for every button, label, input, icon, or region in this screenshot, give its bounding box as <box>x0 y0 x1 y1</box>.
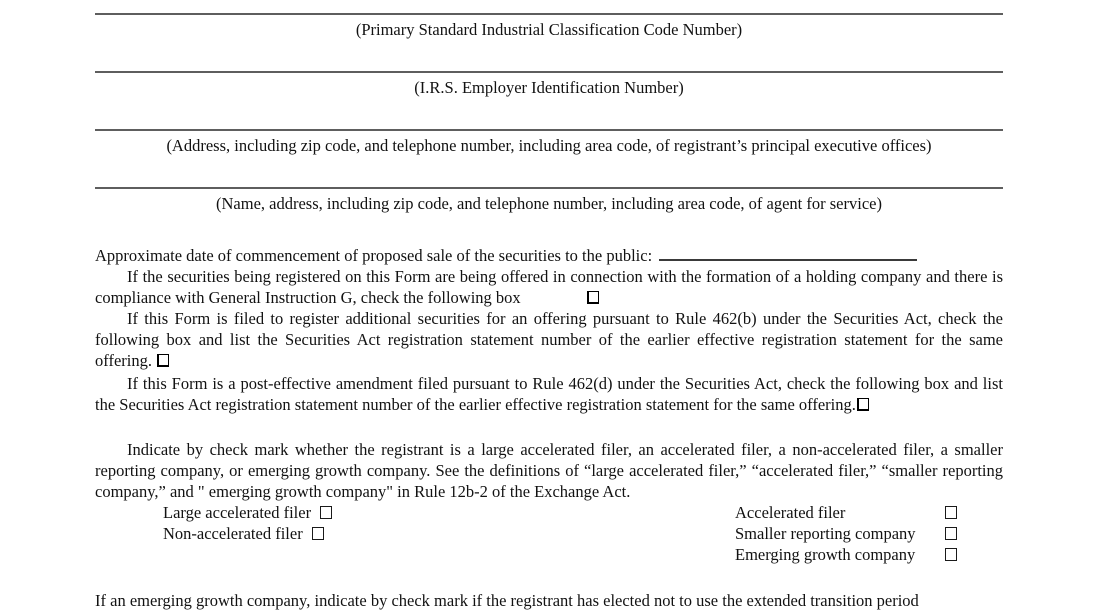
emerging-growth-company-checkbox[interactable] <box>945 548 957 561</box>
filer-cell-non-accelerated <box>95 523 708 544</box>
sic-code-caption: (Primary Standard Industrial Classification Code Number) <box>355 20 743 39</box>
holding-company-text: If the securities being registered on this Form are being offered in connection with the formation of a holding company and there is compliance with General Instruction G, check the following box <box>95 267 1003 307</box>
rule-462b-checkbox[interactable] <box>157 354 169 367</box>
agent-for-service-caption: (Name, address, including zip code, and telephone number, including area code, of agent for service) <box>216 194 882 213</box>
filer-row-2 <box>95 523 1003 544</box>
field-sic-code <box>95 13 1003 40</box>
filer-row-3 <box>95 544 1003 565</box>
irs-ein-caption: (I.R.S. Employer Identification Number) <box>414 78 684 97</box>
approx-date-paragraph <box>95 245 1003 266</box>
indicate-filer-paragraph: Indicate by check mark whether the registrant is a large accelerated filer, an accelerated filer, a non-accelerated filer, a smaller reporting company, or emerging growth company. See the definitions of “large accelerated filer,” “accelerated filer,” “smaller reporting company,” and " emerging growth company" in Rule 12b-2 of the Exchange Act. <box>95 440 1003 501</box>
filer-status-table <box>95 502 1003 565</box>
non-accelerated-filer-label: Non-accelerated filer <box>163 524 303 543</box>
rule-462d-paragraph <box>95 373 1003 415</box>
field-irs-ein <box>95 71 1003 98</box>
rule-462b-text: If this Form is filed to register additional securities for an offering pursuant to Rule 462(b) under the Securities Act, check the following box and list the Securities Act registration statement number of the earlier effective registration statement for the same offering. <box>95 309 1003 370</box>
rule-462b-paragraph <box>95 308 1003 371</box>
filer-cell-smaller-reporting <box>735 523 957 544</box>
emerging-growth-company-label: Emerging growth company <box>735 545 916 564</box>
approx-date-label: Approximate date of commencement of proposed sale of the securities to the public: <box>95 246 653 265</box>
smaller-reporting-company-label: Smaller reporting company <box>735 524 916 543</box>
field-principal-offices-address <box>95 129 1003 156</box>
rule-462d-checkbox[interactable] <box>857 398 869 411</box>
filer-cell-large-accelerated <box>95 502 708 523</box>
smaller-reporting-company-checkbox[interactable] <box>945 527 957 540</box>
non-accelerated-filer-checkbox[interactable] <box>312 527 324 540</box>
holding-company-checkbox[interactable] <box>587 291 599 304</box>
filer-row-1 <box>95 502 1003 523</box>
large-accelerated-filer-checkbox[interactable] <box>320 506 332 519</box>
principal-offices-caption: (Address, including zip code, and telephone number, including area code, of registrant’s principal executive offices) <box>166 136 932 155</box>
filer-cell-accelerated <box>735 502 957 523</box>
rule-462d-text: If this Form is a post-effective amendment filed pursuant to Rule 462(d) under the Securities Act, check the following box and list the Securities Act registration statement number of the earlier effective registration statement for the same offering. <box>95 374 1003 414</box>
emerging-growth-paragraph: If an emerging growth company, indicate by check mark if the registrant has elected not to use the extended transition period <box>95 591 919 610</box>
accelerated-filer-checkbox[interactable] <box>945 506 957 519</box>
registration-form-page <box>95 0 1003 611</box>
holding-company-paragraph <box>95 266 1003 308</box>
filer-cell-emerging-growth <box>735 544 957 565</box>
field-agent-for-service <box>95 187 1003 214</box>
large-accelerated-filer-label: Large accelerated filer <box>163 503 312 522</box>
approx-date-blank-line[interactable] <box>659 247 917 261</box>
accelerated-filer-label: Accelerated filer <box>735 503 846 522</box>
